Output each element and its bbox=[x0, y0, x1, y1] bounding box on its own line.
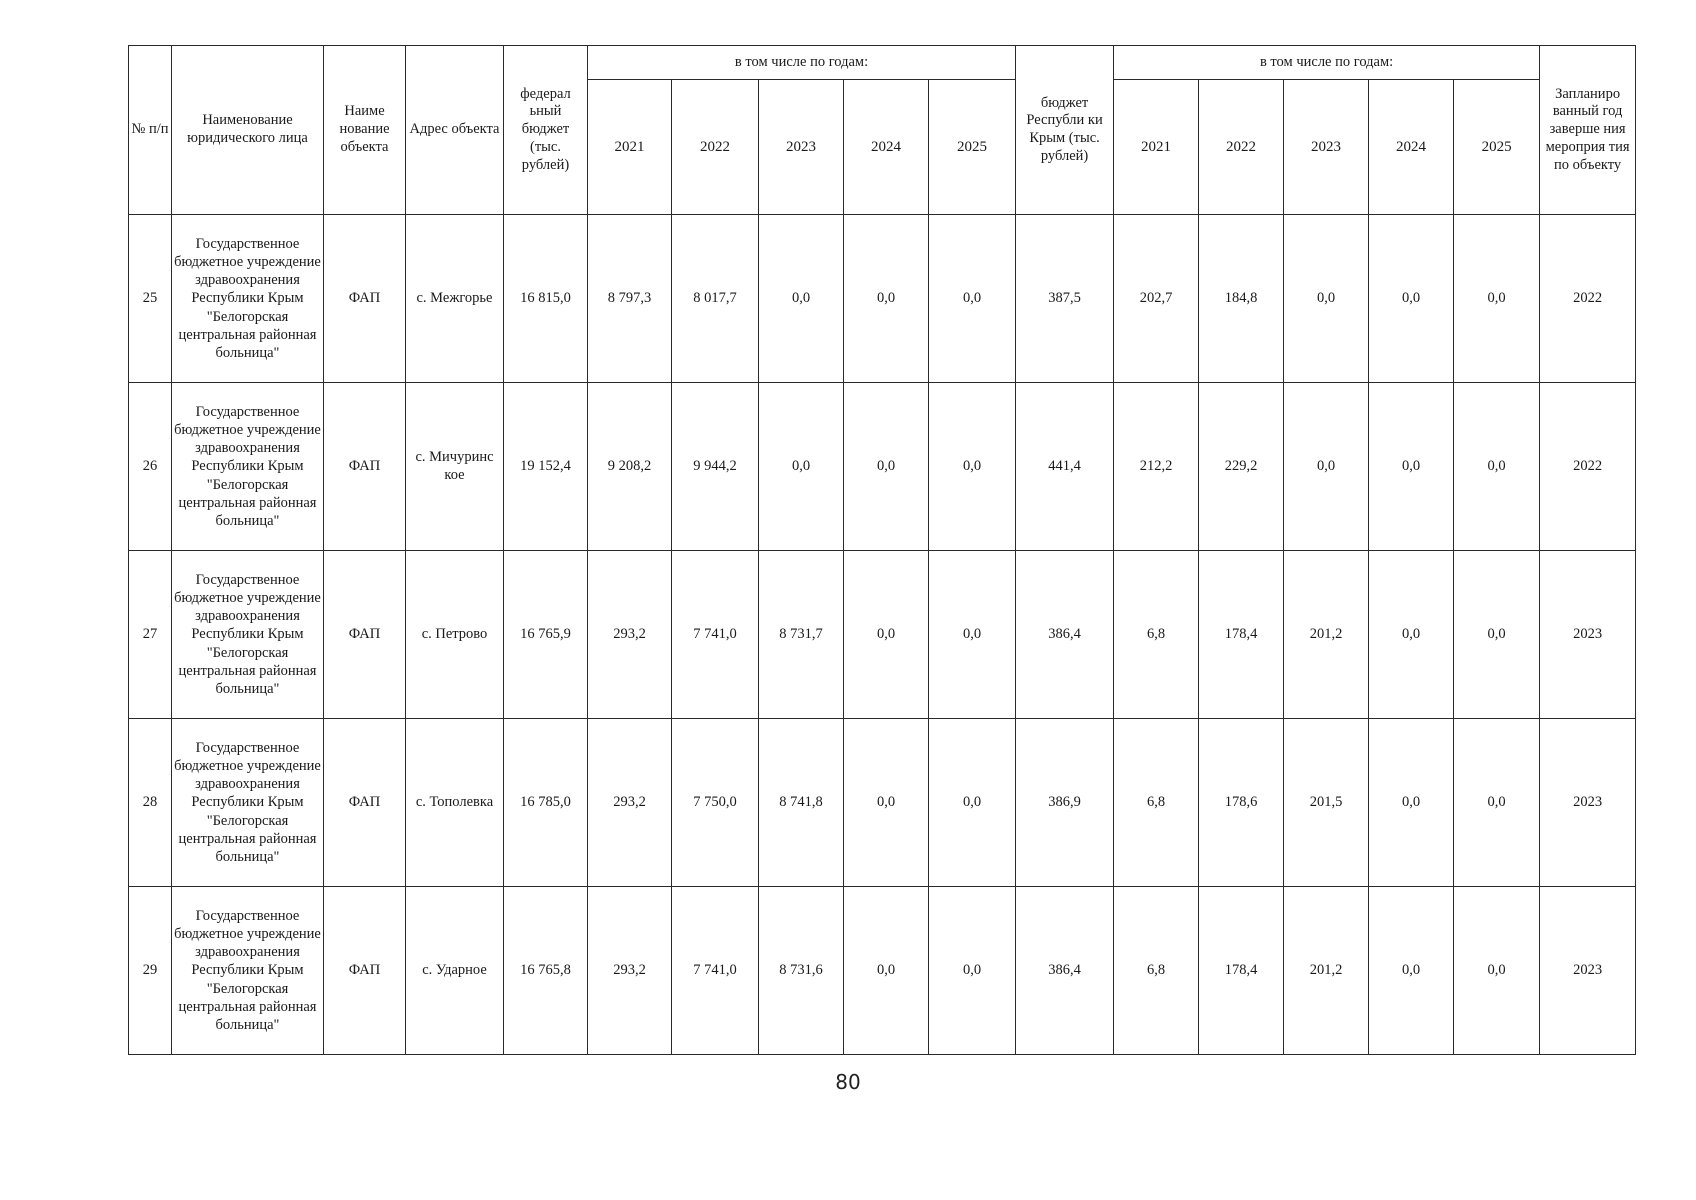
federal-total: 16 765,9 bbox=[504, 551, 588, 719]
object-name: ФАП bbox=[324, 215, 406, 383]
regional-total: 386,4 bbox=[1016, 551, 1114, 719]
regional-year-value: 0,0 bbox=[1369, 719, 1454, 887]
row-num: 29 bbox=[129, 887, 172, 1055]
header-regional: бюджет Республи ки Крым (тыс. рублей) bbox=[1016, 46, 1114, 215]
table-row bbox=[129, 719, 1636, 887]
completion-year: 2023 bbox=[1540, 719, 1636, 887]
row-num: 26 bbox=[129, 383, 172, 551]
table-header bbox=[129, 46, 1636, 215]
federal-year-value: 8 017,7 bbox=[672, 215, 759, 383]
header-num: № п/п bbox=[129, 46, 172, 215]
regional-year-value: 0,0 bbox=[1454, 719, 1540, 887]
federal-year-value: 0,0 bbox=[844, 215, 929, 383]
page-number: 80 bbox=[835, 1070, 861, 1094]
regional-year-value: 178,4 bbox=[1199, 887, 1284, 1055]
org-name: Государственное бюджетное учреждение здравоохранения Республики Крым "Белогорская центральная районная больница" bbox=[172, 887, 324, 1055]
regional-year-value: 0,0 bbox=[1454, 383, 1540, 551]
header-federal-by-years: в том числе по годам: bbox=[588, 46, 1016, 80]
regional-year-value: 6,8 bbox=[1114, 887, 1199, 1055]
federal-year-value: 7 741,0 bbox=[672, 551, 759, 719]
federal-year-value: 0,0 bbox=[929, 551, 1016, 719]
header-address: Адрес объекта bbox=[406, 46, 504, 215]
federal-year-value: 0,0 bbox=[844, 887, 929, 1055]
federal-year-value: 293,2 bbox=[588, 887, 672, 1055]
federal-year-value: 0,0 bbox=[929, 719, 1016, 887]
completion-year: 2022 bbox=[1540, 383, 1636, 551]
object-name: ФАП bbox=[324, 383, 406, 551]
regional-year-value: 6,8 bbox=[1114, 551, 1199, 719]
regional-year-value: 0,0 bbox=[1369, 215, 1454, 383]
federal-year-value: 7 750,0 bbox=[672, 719, 759, 887]
regional-year-value: 6,8 bbox=[1114, 719, 1199, 887]
header-year: 2024 bbox=[844, 80, 929, 215]
regional-total: 386,9 bbox=[1016, 719, 1114, 887]
header-year: 2023 bbox=[759, 80, 844, 215]
org-name: Государственное бюджетное учреждение здравоохранения Республики Крым "Белогорская центральная районная больница" bbox=[172, 383, 324, 551]
federal-year-value: 0,0 bbox=[844, 383, 929, 551]
object-address: с. Тополевка bbox=[406, 719, 504, 887]
header-year: 2021 bbox=[1114, 80, 1199, 215]
regional-year-value: 0,0 bbox=[1369, 383, 1454, 551]
federal-year-value: 0,0 bbox=[844, 719, 929, 887]
federal-year-value: 0,0 bbox=[844, 551, 929, 719]
federal-total: 16 765,8 bbox=[504, 887, 588, 1055]
regional-year-value: 0,0 bbox=[1284, 215, 1369, 383]
table-row bbox=[129, 551, 1636, 719]
object-name: ФАП bbox=[324, 887, 406, 1055]
federal-year-value: 0,0 bbox=[929, 383, 1016, 551]
table-row bbox=[129, 215, 1636, 383]
org-name: Государственное бюджетное учреждение здравоохранения Республики Крым "Белогорская центральная районная больница" bbox=[172, 719, 324, 887]
federal-year-value: 8 731,6 bbox=[759, 887, 844, 1055]
regional-total: 386,4 bbox=[1016, 887, 1114, 1055]
regional-year-value: 0,0 bbox=[1369, 551, 1454, 719]
header-year: 2021 bbox=[588, 80, 672, 215]
table-body bbox=[129, 215, 1636, 1055]
regional-year-value: 0,0 bbox=[1369, 887, 1454, 1055]
federal-year-value: 8 741,8 bbox=[759, 719, 844, 887]
row-num: 28 bbox=[129, 719, 172, 887]
object-address: с. Мичуринс кое bbox=[406, 383, 504, 551]
object-address: с. Межгорье bbox=[406, 215, 504, 383]
row-num: 25 bbox=[129, 215, 172, 383]
completion-year: 2022 bbox=[1540, 215, 1636, 383]
header-regional-by-years: в том числе по годам: bbox=[1114, 46, 1540, 80]
federal-total: 16 815,0 bbox=[504, 215, 588, 383]
header-year: 2025 bbox=[1454, 80, 1540, 215]
completion-year: 2023 bbox=[1540, 551, 1636, 719]
federal-year-value: 8 797,3 bbox=[588, 215, 672, 383]
object-name: ФАП bbox=[324, 719, 406, 887]
header-federal: федерал ьный бюджет (тыс. рублей) bbox=[504, 46, 588, 215]
federal-year-value: 0,0 bbox=[759, 383, 844, 551]
table-row bbox=[129, 383, 1636, 551]
federal-year-value: 293,2 bbox=[588, 719, 672, 887]
object-name: ФАП bbox=[324, 551, 406, 719]
regional-year-value: 0,0 bbox=[1284, 383, 1369, 551]
regional-total: 387,5 bbox=[1016, 215, 1114, 383]
regional-total: 441,4 bbox=[1016, 383, 1114, 551]
regional-year-value: 212,2 bbox=[1114, 383, 1199, 551]
federal-year-value: 7 741,0 bbox=[672, 887, 759, 1055]
budget-table bbox=[128, 45, 1636, 1055]
regional-year-value: 201,2 bbox=[1284, 887, 1369, 1055]
regional-year-value: 0,0 bbox=[1454, 887, 1540, 1055]
header-year: 2023 bbox=[1284, 80, 1369, 215]
org-name: Государственное бюджетное учреждение здравоохранения Республики Крым "Белогорская центральная районная больница" bbox=[172, 215, 324, 383]
regional-year-value: 0,0 bbox=[1454, 215, 1540, 383]
federal-total: 16 785,0 bbox=[504, 719, 588, 887]
header-object: Наиме нование объекта bbox=[324, 46, 406, 215]
federal-total: 19 152,4 bbox=[504, 383, 588, 551]
federal-year-value: 0,0 bbox=[759, 215, 844, 383]
header-year: 2022 bbox=[1199, 80, 1284, 215]
table-row bbox=[129, 887, 1636, 1055]
federal-year-value: 9 944,2 bbox=[672, 383, 759, 551]
regional-year-value: 201,2 bbox=[1284, 551, 1369, 719]
regional-year-value: 229,2 bbox=[1199, 383, 1284, 551]
regional-year-value: 0,0 bbox=[1454, 551, 1540, 719]
regional-year-value: 178,6 bbox=[1199, 719, 1284, 887]
federal-year-value: 9 208,2 bbox=[588, 383, 672, 551]
header-year: 2025 bbox=[929, 80, 1016, 215]
federal-year-value: 0,0 bbox=[929, 887, 1016, 1055]
header-completion: Запланиро ванный год заверше ния мероприя тия по объекту bbox=[1540, 46, 1636, 215]
regional-year-value: 202,7 bbox=[1114, 215, 1199, 383]
org-name: Государственное бюджетное учреждение здравоохранения Республики Крым "Белогорская центральная районная больница" bbox=[172, 551, 324, 719]
federal-year-value: 0,0 bbox=[929, 215, 1016, 383]
object-address: с. Ударное bbox=[406, 887, 504, 1055]
object-address: с. Петрово bbox=[406, 551, 504, 719]
completion-year: 2023 bbox=[1540, 887, 1636, 1055]
header-year: 2024 bbox=[1369, 80, 1454, 215]
federal-year-value: 293,2 bbox=[588, 551, 672, 719]
regional-year-value: 184,8 bbox=[1199, 215, 1284, 383]
row-num: 27 bbox=[129, 551, 172, 719]
header-year: 2022 bbox=[672, 80, 759, 215]
federal-year-value: 8 731,7 bbox=[759, 551, 844, 719]
regional-year-value: 178,4 bbox=[1199, 551, 1284, 719]
regional-year-value: 201,5 bbox=[1284, 719, 1369, 887]
header-org: Наименование юридического лица bbox=[172, 46, 324, 215]
